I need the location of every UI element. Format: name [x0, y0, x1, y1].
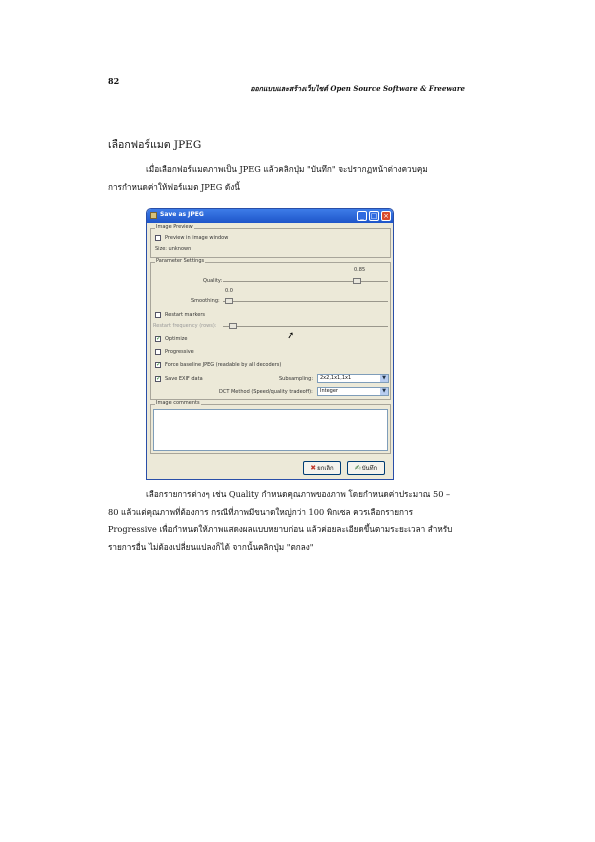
maximize-icon[interactable]: □: [370, 212, 378, 220]
optimize-label: Optimize: [165, 336, 188, 342]
save-button[interactable]: [347, 461, 385, 475]
app-icon: [150, 212, 157, 219]
subsampling-select[interactable]: [317, 374, 389, 383]
paragraph-line: การกำหนดค่าให้ฟอร์แมต JPEG ดังนี้: [108, 181, 240, 192]
chevron-down-icon: ▼: [380, 388, 388, 395]
subsampling-label: Subsampling:: [279, 376, 314, 382]
force-baseline-checkbox[interactable]: ✓: [156, 361, 162, 368]
size-label: Size: unknown: [155, 246, 192, 252]
paragraph-line: Progressive เพื่อกำหนดให้ภาพแสดงผลแบบหยาบก่อน แล้วค่อยละเอียดขึ้นตามระยะเวลา สำหรับ: [108, 524, 453, 534]
restart-frequency-label: Restart frequency (rows):: [153, 323, 217, 329]
smoothing-value: 0.0: [225, 288, 233, 294]
image-preview-frame: [150, 224, 391, 258]
comment-textarea[interactable]: [153, 409, 388, 451]
dct-method-select[interactable]: [317, 387, 389, 396]
paragraph-line: รายการอื่น ไม่ต้องเปลี่ยนแปลงก็ได้ จากนั้นคลิกปุ่ม "ตกลง": [108, 541, 314, 552]
save-button-label: บันทึก: [361, 465, 378, 472]
save-exif-checkbox[interactable]: ✓: [156, 375, 162, 382]
save-exif-label: Save EXIF data: [165, 376, 203, 382]
progressive-label: Progressive: [165, 349, 194, 355]
progressive-checkbox[interactable]: [155, 349, 161, 355]
paragraph-line: เลือกรายการต่างๆ เช่น Quality กำหนดคุณภาพของภาพ โดยกำหนดค่าประมาณ 50 –: [146, 489, 451, 499]
cancel-icon: ✖: [310, 464, 317, 472]
restart-frequency-slider[interactable]: [229, 323, 237, 329]
explanation-paragraph: [108, 486, 468, 556]
section-heading: เลือกฟอร์แมต JPEG: [108, 139, 202, 151]
frame-label: Image comments: [156, 400, 200, 406]
preview-checkbox-label: Preview in image window: [165, 235, 229, 241]
page-number: 82: [108, 76, 120, 86]
intro-paragraph: [108, 161, 468, 196]
frame-label: Parameter Settings: [156, 258, 205, 264]
mouse-pointer-icon: ➚: [286, 330, 296, 342]
smoothing-slider[interactable]: [225, 298, 233, 304]
optimize-checkbox[interactable]: ✓: [156, 335, 162, 342]
preview-checkbox[interactable]: [155, 235, 161, 241]
cancel-button-label: ยกเลิก: [317, 465, 334, 472]
image-comments-frame: [150, 400, 391, 454]
quality-label: Quality:: [203, 278, 223, 284]
minimize-icon[interactable]: _: [357, 211, 367, 221]
close-icon[interactable]: ×: [381, 211, 391, 221]
running-header: ออกแบบและสร้างเว็บไซต์ Open Source Software & Freeware: [250, 84, 465, 93]
quality-slider[interactable]: [353, 278, 361, 284]
dct-method-value: Integer: [320, 388, 338, 394]
smoothing-slider-track: [223, 301, 388, 302]
smoothing-label: Smoothing:: [191, 298, 220, 304]
quality-value: 0.85: [354, 267, 366, 273]
dct-method-label: DCT Method (Speed/quality tradeoff):: [219, 389, 313, 395]
subsampling-value: 2x2,1x1,1x1: [320, 375, 352, 381]
quality-slider-track: [223, 281, 388, 282]
force-baseline-label: Force baseline JPEG (readable by all decoders): [165, 362, 282, 368]
restart-frequency-track: [223, 326, 388, 327]
save-icon: ✍: [354, 464, 361, 472]
parameter-settings-frame: [150, 258, 391, 400]
cancel-button[interactable]: [303, 461, 341, 475]
restart-markers-checkbox[interactable]: [155, 312, 161, 318]
save-as-jpeg-dialog: [146, 208, 394, 480]
dialog-titlebar[interactable]: [147, 209, 393, 223]
paragraph-line: 80 แล้วแต่คุณภาพที่ต้องการ กรณีที่ภาพมีขนาดใหญ่กว่า 100 พิกเซล ควรเลือกรายการ: [108, 506, 413, 517]
restart-markers-label: Restart markers: [165, 312, 206, 318]
dialog-title: Save as JPEG: [160, 211, 204, 218]
chevron-down-icon: ▼: [380, 375, 388, 382]
paragraph-line: เมื่อเลือกฟอร์แมตภาพเป็น JPEG แล้วคลิกปุ่ม "บันทึก" จะปรากฏหน้าต่างควบคุม: [146, 164, 428, 174]
frame-label: Image Preview: [156, 224, 193, 230]
